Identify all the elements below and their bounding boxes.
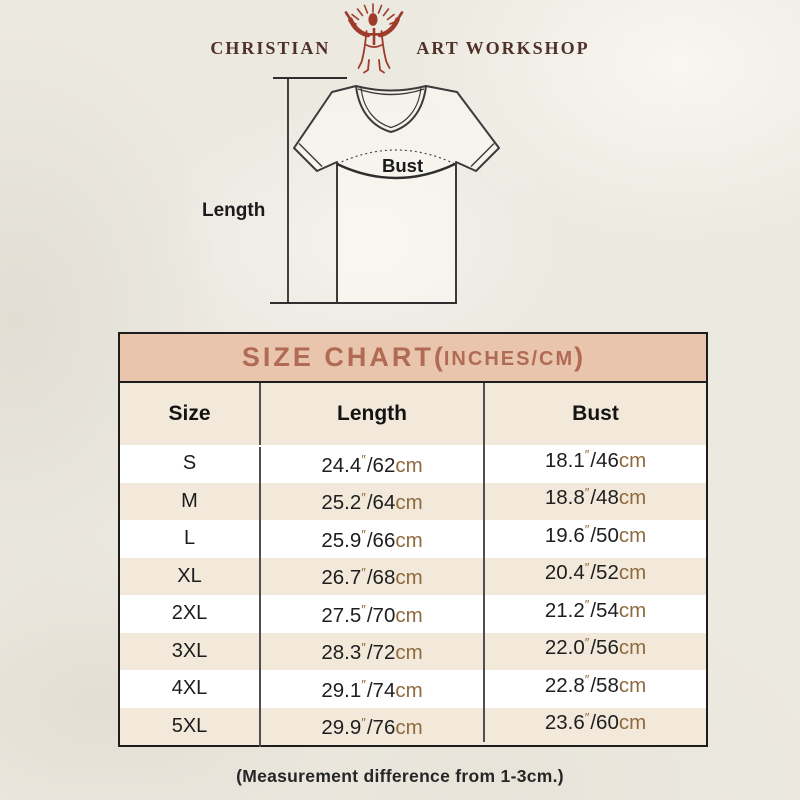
size-chart-table: [118, 332, 708, 747]
column-header-size: Size: [168, 402, 211, 425]
size-row-5XL: [120, 708, 706, 746]
size-row-S: [120, 445, 706, 483]
bust-cell: 20.4 ″ /52 cm: [483, 555, 706, 593]
jesus-rays-icon: [335, 2, 413, 74]
size-chart-title-main: SIZE CHART: [241, 342, 434, 372]
length-cell: 26.7 ″ /68 cm: [259, 560, 483, 598]
length-cell: 24.4 ″ /62 cm: [259, 447, 483, 485]
size-cell: XL: [177, 564, 202, 587]
bust-label: Bust: [382, 155, 424, 176]
brand-logo: [0, 2, 800, 74]
bust-cell: 19.6 ″ /50 cm: [483, 517, 706, 555]
size-cell: L: [183, 527, 196, 550]
bust-cell: 21.2 ″ /54 cm: [483, 592, 706, 630]
size-cell: M: [181, 489, 198, 512]
length-cell: 25.9 ″ /66 cm: [259, 522, 483, 560]
size-chart-title: [120, 334, 706, 383]
size-cell: 5XL: [171, 714, 208, 737]
bust-cell: 18.8 ″ /48 cm: [483, 480, 706, 518]
title-paren-open: (: [433, 342, 444, 372]
size-cell: 3XL: [171, 639, 208, 662]
measurement-note: (Measurement difference from 1-3cm.): [236, 766, 564, 786]
length-cell: 29.9 ″ /76 cm: [259, 710, 483, 748]
size-cell: S: [182, 452, 197, 475]
brand-name-right: ART WORKSHOP: [416, 38, 590, 58]
tshirt-measurement-diagram: [190, 70, 520, 320]
shirt-outline: [294, 86, 499, 303]
length-cell: 28.3 ″ /72 cm: [259, 635, 483, 673]
size-row-2XL: [120, 595, 706, 633]
bust-cell: 22.8 ″ /58 cm: [483, 667, 706, 705]
size-cell: 4XL: [171, 677, 208, 700]
bust-cell: 18.1 ″ /46 cm: [483, 442, 706, 480]
size-cell: 2XL: [171, 602, 208, 625]
head: [369, 13, 378, 26]
table-header-row: [120, 383, 706, 445]
title-paren-close: ): [574, 342, 585, 372]
brand-name-left: CHRISTIAN: [210, 38, 331, 58]
bust-cell: 22.0 ″ /56 cm: [483, 630, 706, 668]
size-row-M: [120, 483, 706, 521]
column-header-length: Length: [259, 383, 483, 445]
size-rows: [120, 445, 706, 745]
size-chart-title-units: INCHES/CM: [443, 347, 575, 370]
size-row-3XL: [120, 633, 706, 671]
bust-cell: 23.6 ″ /60 cm: [483, 705, 706, 743]
length-cell: 29.1 ″ /74 cm: [259, 672, 483, 710]
size-row-L: [120, 520, 706, 558]
length-label: Length: [202, 200, 266, 221]
length-cell: 27.5 ″ /70 cm: [259, 597, 483, 635]
size-row-XL: [120, 558, 706, 596]
length-cell: 25.2 ″ /64 cm: [259, 485, 483, 523]
size-row-4XL: [120, 670, 706, 708]
column-header-bust: Bust: [483, 383, 706, 445]
